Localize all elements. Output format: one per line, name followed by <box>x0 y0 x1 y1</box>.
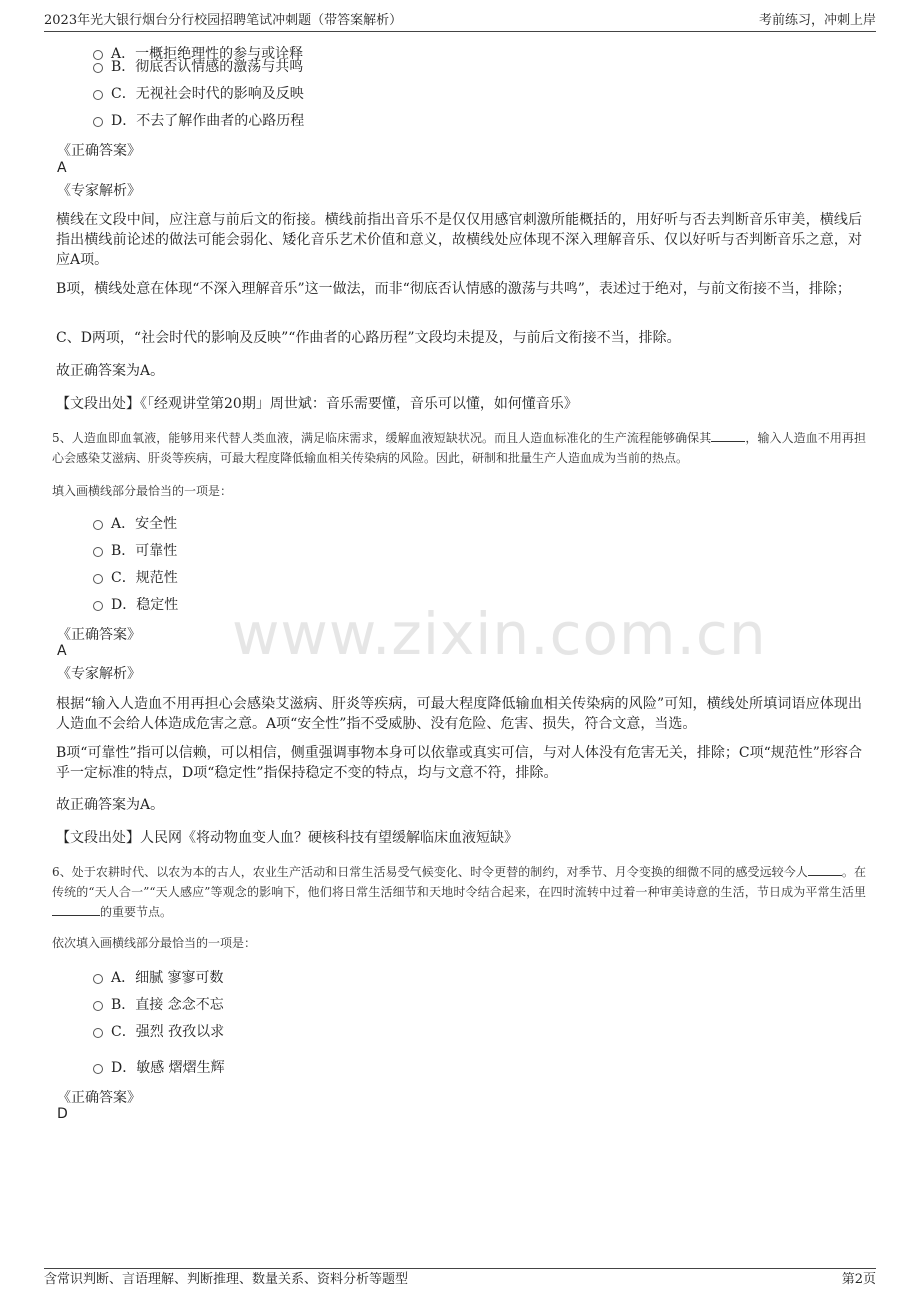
header-title: 2023年光大银行烟台分行校园招聘笔试冲刺题（带答案解析） <box>44 13 403 28</box>
q4-analysis-p1: 横线在文段中间，应注意与前后文的衔接。横线前指出音乐不是仅仅用感官刺激所能概括的，用好听与否去判断音乐审美，横线后指出横线前论述的做法可能会弱化、矮化音乐艺术价值和意义，故横线处应体现不深入理解音乐、仅以好听与否判断音乐之意，对应A项。 <box>56 212 862 268</box>
q4-option-b[interactable]: B．彻底否认情感的激荡与共鸣 <box>93 57 303 77</box>
q6-answer: D <box>57 1106 68 1122</box>
page-header <box>44 9 876 31</box>
radio-icon[interactable] <box>93 1028 103 1038</box>
q5-prompt: 填入画横线部分最恰当的一项是： <box>52 484 233 498</box>
q6-option-a[interactable]: A．细腻 寥寥可数 <box>93 968 224 988</box>
watermark: www.zixin.com.cn <box>232 600 767 668</box>
q6-prompt: 依次填入画横线部分最恰当的一项是： <box>52 936 257 950</box>
header-slogan: 考前练习，冲刺上岸 <box>758 13 876 28</box>
q6-blank-1[interactable] <box>808 863 842 876</box>
q4-analysis-p3: C、D两项，“社会时代的影响及反映”“作曲者的心路历程”文段均未提及，与前后文衔接不当，排除。 <box>56 330 681 346</box>
q4-source: 【文段出处】《「经观讲堂第20期」周世斌：音乐需要懂，音乐可以懂，如何懂音乐》 <box>56 396 578 412</box>
q6-stem: 6、处于农耕时代、以农为本的古人，农业生产活动和日常生活易受气候变化、时令更替的制约，对季节、月令变换的细微不同的感受远较今人 。在传统的“天人合一”“天人感应”等观念的影响下，他们将日常生活细节和天地时令结合起来，在四时流转中过着一种审美诗意的生活，节日成为平常生活里的重要节点。 <box>52 865 866 919</box>
q4-option-c[interactable]: C．无视社会时代的影响及反映 <box>93 84 304 104</box>
q5-analysis-p3: 故正确答案为A。 <box>56 797 165 813</box>
q6-option-b[interactable]: B．直接 念念不忘 <box>93 995 224 1015</box>
radio-icon[interactable] <box>93 117 103 127</box>
q5-source: 【文段出处】人民网《将动物血变人血？硬核科技有望缓解临床血液短缺》 <box>56 830 518 846</box>
q6-answer-label: 《正确答案》 <box>57 1090 141 1106</box>
q5-option-c[interactable]: C．规范性 <box>93 568 178 588</box>
page-number: 第2页 <box>841 1272 876 1287</box>
radio-icon[interactable] <box>93 1001 103 1011</box>
q5-analysis-p2: B项“可靠性”指可以信赖，可以相信，侧重强调事物本身可以依靠或真实可信，与对人体没有危害无关，排除；C项“规范性”形容合乎一定标准的特点，D项“稳定性”指保持稳定不变的特点，均与文意不符，排除。 <box>56 745 862 781</box>
q4-option-d[interactable]: D．不去了解作曲者的心路历程 <box>93 111 304 131</box>
radio-icon[interactable] <box>93 974 103 984</box>
header-divider <box>44 31 876 32</box>
footer-topics: 含常识判断、言语理解、判断推理、数量关系、资料分析等题型 <box>44 1272 409 1287</box>
q5-analysis-label: 《专家解析》 <box>57 666 141 682</box>
q4-answer-label: 《正确答案》 <box>57 143 141 159</box>
radio-icon[interactable] <box>93 601 103 611</box>
radio-icon[interactable] <box>93 63 103 73</box>
q4-analysis-p2: B项，横线处意在体现“不深入理解音乐”这一做法，而非“彻底否认情感的激荡与共鸣”，表述过于绝对，与前文衔接不当，排除； <box>56 281 851 297</box>
q5-stem: 5、人造血即血氧液，能够用来代替人类血液，满足临床需求，缓解血液短缺状况。而且人造血标准化的生产流程能够确保其 ，输入人造血不用再担心会感染艾滋病、肝炎等疾病，可最大程度降低输血相关传染病的风险。因此，研制和批量生产人造血成为当前的热点。 <box>52 431 866 465</box>
q6-blank-2[interactable] <box>52 903 100 916</box>
radio-icon[interactable] <box>93 1064 103 1074</box>
radio-icon[interactable] <box>93 90 103 100</box>
q5-analysis-p1: 根据“输入人造血不用再担心会感染艾滋病、肝炎等疾病，可最大程度降低输血相关传染病的风险”可知，横线处所填词语应体现出人造血不会给人体造成危害之意。A项“安全性”指不受威胁、没有危险、危害、损失，符合文意，当选。 <box>56 696 862 732</box>
q5-answer: A <box>57 643 67 659</box>
q4-analysis-p4: 故正确答案为A。 <box>56 363 165 379</box>
page-footer <box>44 1268 876 1288</box>
q4-answer: A <box>57 160 67 176</box>
q5-option-d[interactable]: D．稳定性 <box>93 595 178 615</box>
radio-icon[interactable] <box>93 574 103 584</box>
radio-icon[interactable] <box>93 520 103 530</box>
q5-answer-label: 《正确答案》 <box>57 627 141 643</box>
q6-option-d[interactable]: D．敏感 熠熠生辉 <box>93 1058 225 1078</box>
q4-analysis-label: 《专家解析》 <box>57 183 141 199</box>
q5-option-b[interactable]: B．可靠性 <box>93 541 177 561</box>
q5-blank[interactable] <box>711 429 745 442</box>
radio-icon[interactable] <box>93 547 103 557</box>
q5-option-a[interactable]: A．安全性 <box>93 514 177 534</box>
q6-option-c[interactable]: C．强烈 孜孜以求 <box>93 1022 224 1042</box>
q4-option-a[interactable]: A．一概拒绝理性的参与或诠释 <box>93 44 303 64</box>
